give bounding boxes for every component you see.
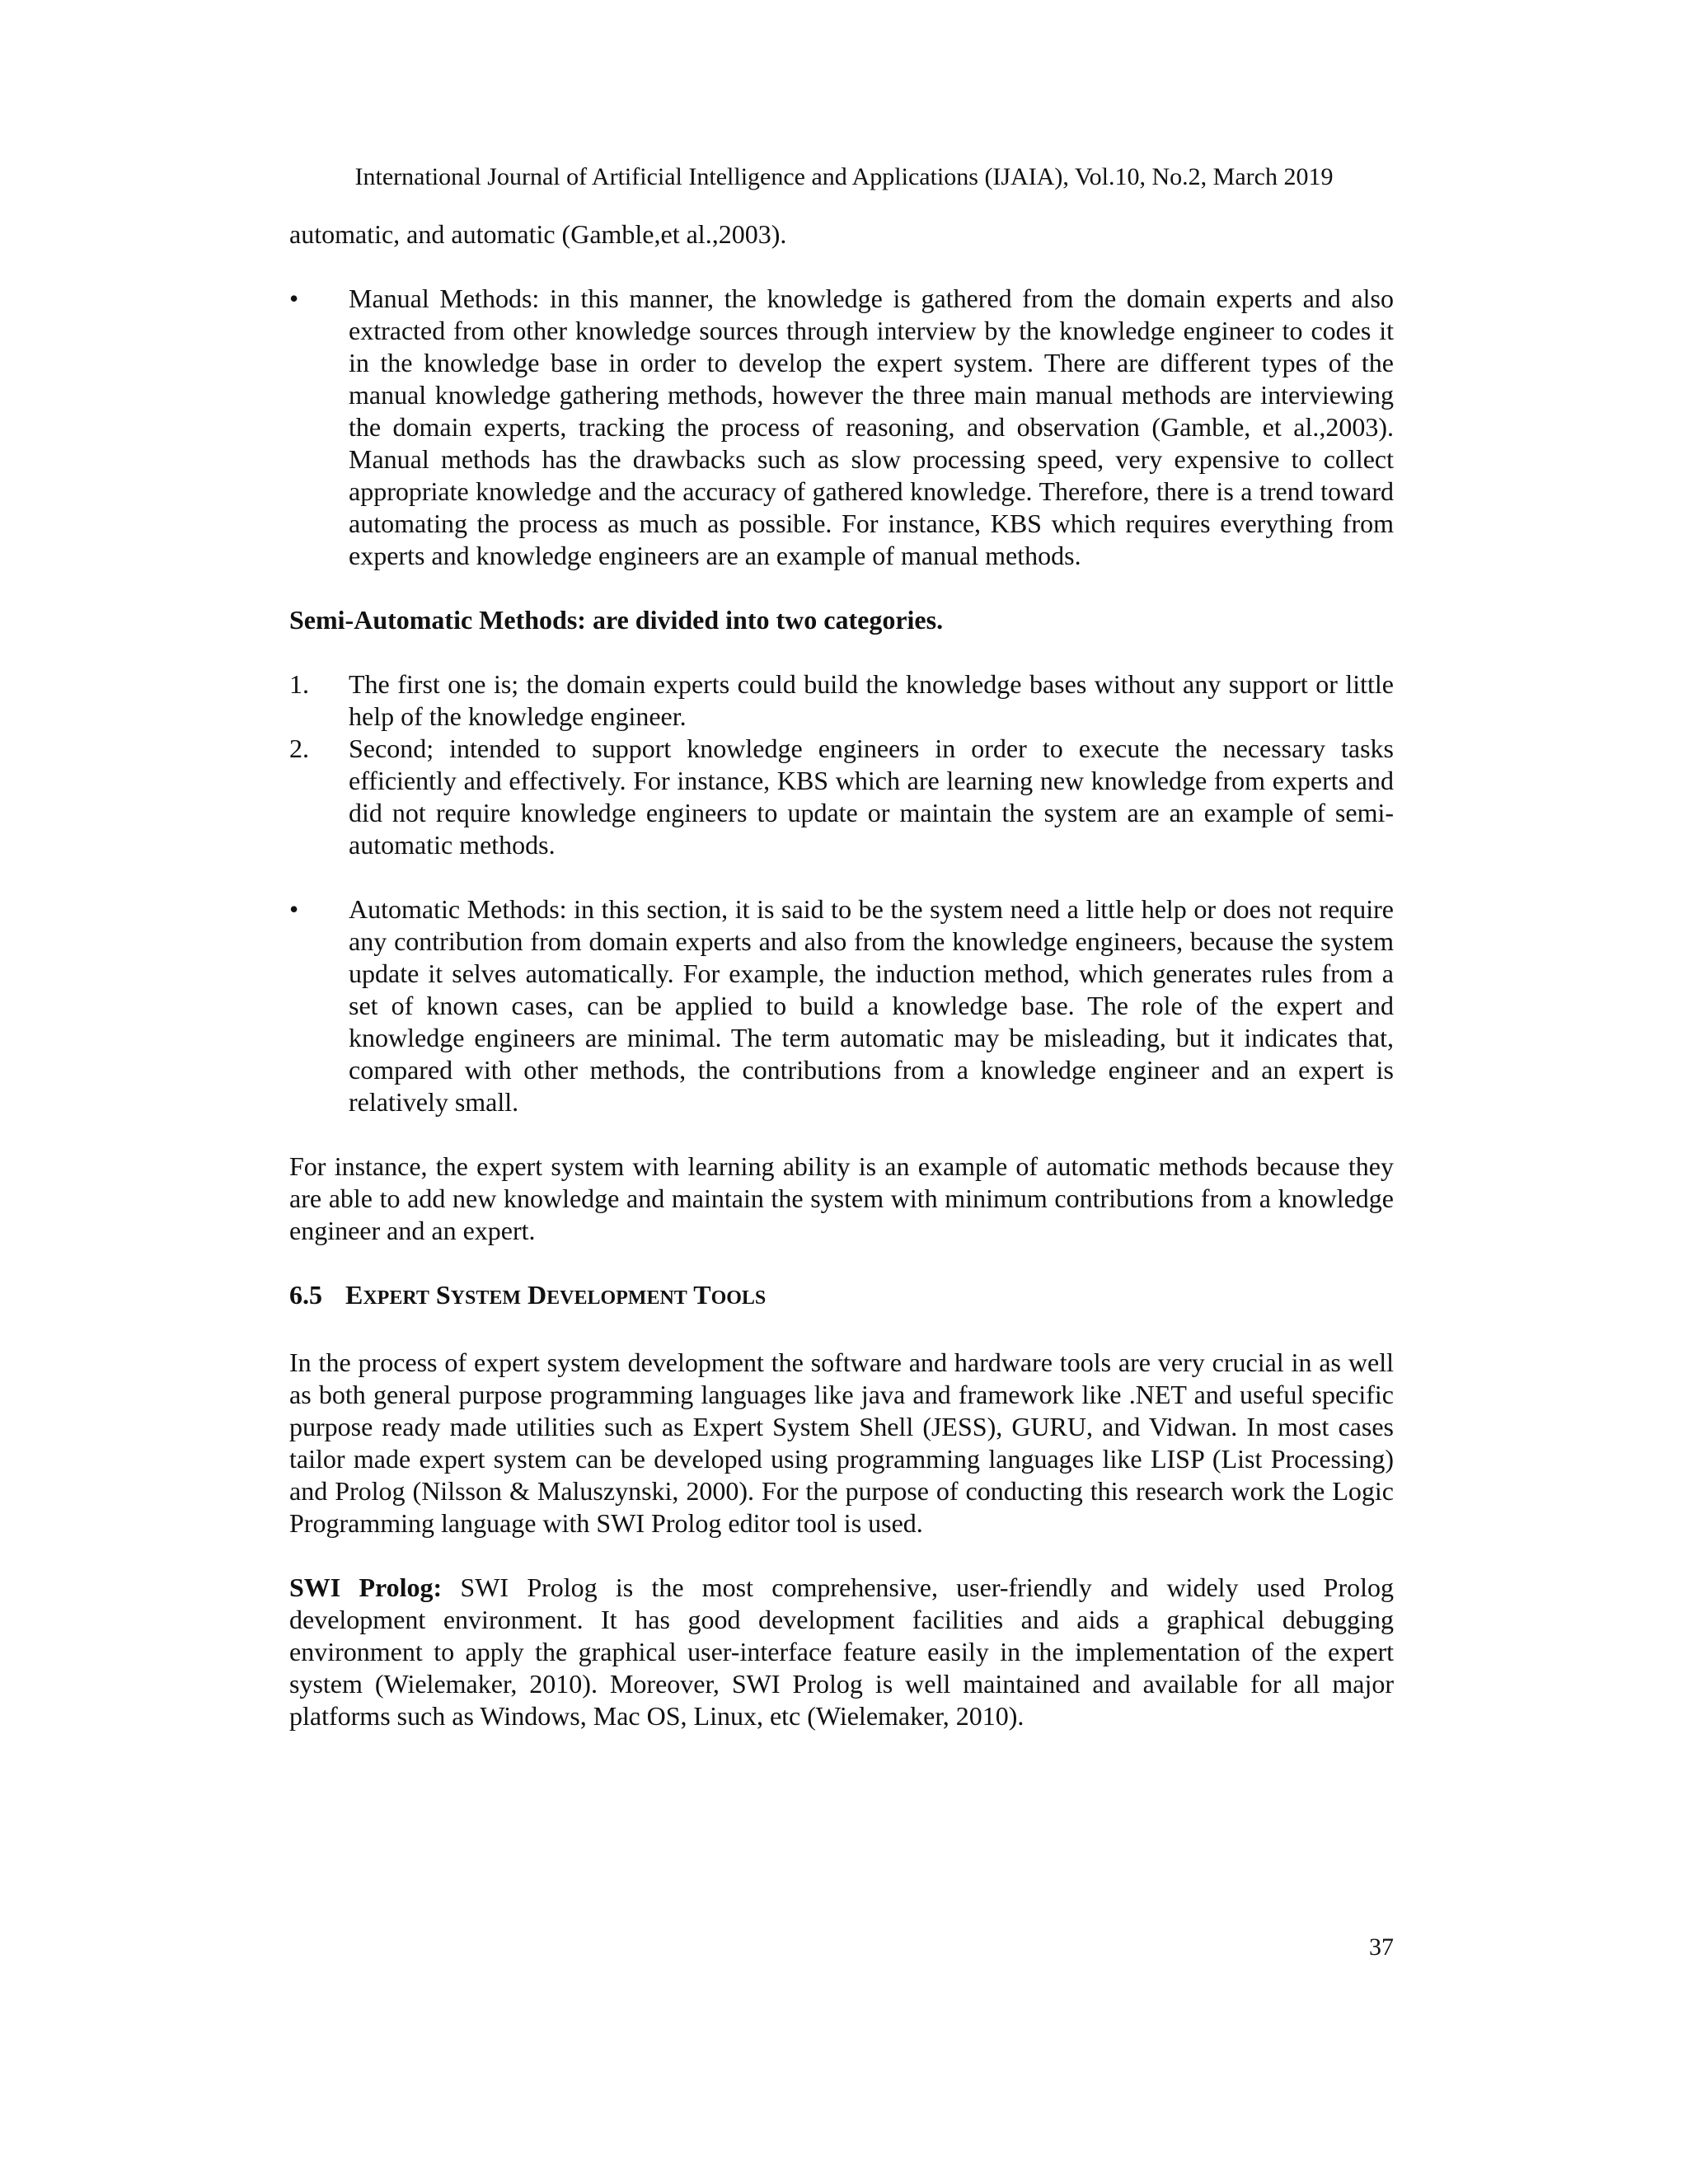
running-header: International Journal of Artificial Intelligence and Applications (IJAIA), Vol.10, No.2, March 2019 [354, 163, 1334, 190]
body-content [289, 218, 1394, 1732]
list-item-text: Second; intended to support knowledge engineers in order to execute the necessary tasks efficiently and effectively. For instance, KBS which are learning new knowledge from experts and did not require knowledge engineers to update or maintain the system are an example of semi-automatic methods. [349, 733, 1394, 860]
bullet-marker: • [289, 284, 299, 313]
page-number: 37 [1369, 1933, 1394, 1961]
paragraph-instance: For instance, the expert system with learning ability is an example of automatic methods because they are able to add new knowledge and maintain the system with minimum contributions from a knowledge engineer and an expert. [289, 1151, 1394, 1245]
list-item-text: Automatic Methods: in this section, it is said to be the system need a little help or does not require any contribution from domain experts and also from the knowledge engineers, because the system update it selves automatically. For example, the induction method, which generates rules from a set of known cases, can be applied to build a knowledge base. The role of the expert and knowledge engineers are minimal. The term automatic may be misleading, but it indicates that, compared with other methods, the contributions from a knowledge engineer and an expert is relatively small. [349, 894, 1394, 1117]
swi-prolog-text: SWI Prolog is the most comprehensive, user-friendly and widely used Prolog development environment. It has good development facilities and aids a graphical debugging environment to apply the graphical user-interface feature easily in the implementation of the expert system (Wielemaker, 2010). Moreover, SWI Prolog is well maintained and available for all major platforms such as Windows, Mac OS, Linux, etc (Wielemaker, 2010). [289, 1572, 1395, 1731]
manual-methods-list [289, 283, 1394, 572]
list-item-automatic-methods [289, 893, 1394, 1118]
number-marker: 2. [289, 733, 309, 763]
list-item-text: Manual Methods: in this manner, the knowledge is gathered from the domain experts and also extracted from other knowledge sources through interview by the knowledge engineer to codes it in the knowledge base in order to develop the expert system. There are different types of the manual knowledge gathering methods, however the three main manual methods are interviewing the domain experts, tracking the process of reasoning, and observation (Gamble, et al.,2003). Manual methods has the drawbacks such as slow processing speed, very expensive to collect appropriate knowledge and the accuracy of gathered knowledge. Therefore, there is a trend toward automating the process as much as possible. For instance, KBS which requires everything from experts and knowledge engineers are an example of manual methods. [349, 284, 1394, 570]
section-number: 6.5 [289, 1280, 322, 1310]
section-heading-6-5 [289, 1279, 1394, 1315]
list-item-second-category [289, 733, 1394, 861]
section-title: EXPERT SYSTEM DEVELOPMENT TOOLS [345, 1280, 767, 1310]
swi-prolog-label: SWI Prolog: [289, 1572, 443, 1602]
semi-automatic-list [289, 668, 1394, 861]
lead-line: automatic, and automatic (Gamble,et al.,2003). [289, 219, 787, 249]
list-item-manual-methods [289, 283, 1394, 572]
list-item-text: The first one is; the domain experts could build the knowledge bases without any support or little help of the knowledge engineer. [349, 669, 1394, 731]
bullet-marker: • [289, 894, 299, 924]
semi-automatic-heading: Semi-Automatic Methods: are divided into two categories. [289, 605, 944, 635]
automatic-methods-list [289, 893, 1394, 1118]
number-marker: 1. [289, 669, 309, 699]
paragraph-tools: In the process of expert system development the software and hardware tools are very crucial in as well as both general purpose programming languages like java and framework like .NET and useful specific purpose ready made utilities such as Expert System Shell (JESS), GURU, and Vidwan. In most cases tailor made expert system can be developed using programming languages like LISP (List Processing) and Prolog (Nilsson & Maluszynski, 2000). For the purpose of conducting this research work the Logic Programming language with SWI Prolog editor tool is used. [289, 1347, 1394, 1538]
list-item-first-category [289, 668, 1394, 733]
paragraph-swi-prolog [289, 1572, 1394, 1732]
